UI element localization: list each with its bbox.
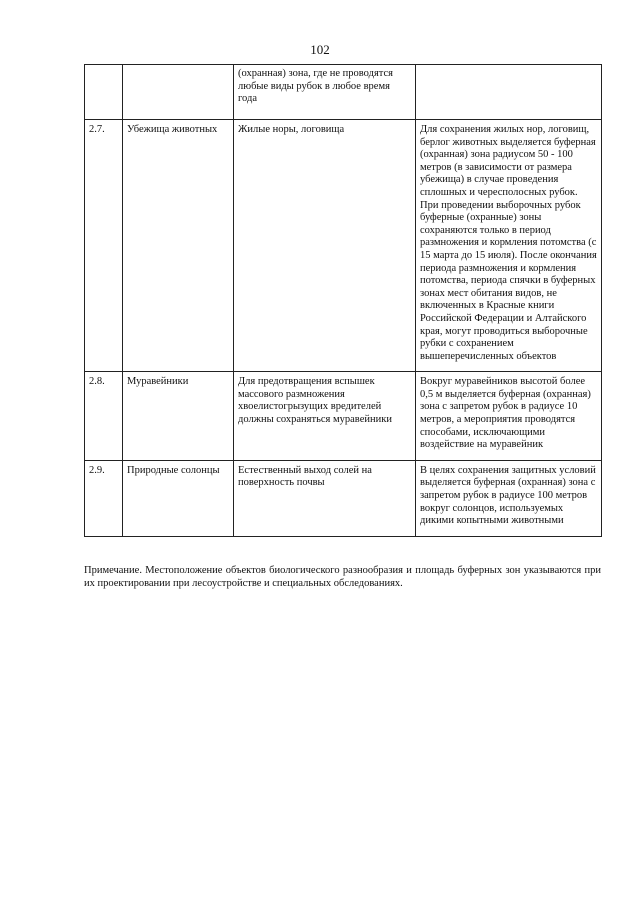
row-number-cell <box>85 65 123 120</box>
object-name-cell: Муравейники <box>123 372 234 461</box>
object-description-cell: Для предотвращения вспышек массового размножения хвоелистогрызущих вредителей должны сохраняться муравейники <box>234 372 416 461</box>
object-description-cell: Жилые норы, логовища <box>234 120 416 372</box>
protection-requirement-cell <box>416 65 602 120</box>
objects-table <box>84 64 602 537</box>
table-row <box>85 65 602 120</box>
table-row <box>85 460 602 536</box>
protection-requirement-cell: Вокруг муравейников высотой более 0,5 м выделяется буферная (охранная) зона с запретом рубок в радиусе 10 метров, а мероприятия проводятся способами, исключающими воздействие на муравейник <box>416 372 602 461</box>
page-number: 102 <box>310 42 330 57</box>
table-row <box>85 372 602 461</box>
object-description-cell: (охранная) зона, где не проводятся любые виды рубок в любое время года <box>234 65 416 120</box>
row-number-cell: 2.8. <box>85 372 123 461</box>
protection-requirement-cell: Для сохранения жилых нор, логовищ, берлог животных выделяется буферная (охранная) зона радиусом 50 - 100 метров (в зависимости от размера убежища) в случае проведения сплошных и чересполосных рубок. При проведении выборочных рубок буферные (охранные) зоны сохраняются только в период размножения и кормления потомства (с 15 марта до 15 июля). После окончания периода размножения и кормления потомства, периода спячки в буферных зонах мест обитания видов, не включенных в Красные книги Российской Федерации и Алтайского края, могут проводиться выборочные рубки с сохранением вышеперечисленных объектов <box>416 120 602 372</box>
protection-requirement-cell: В целях сохранения защитных условий выделяется буферная (охранная) зона с запретом рубок в радиусе 100 метров вокруг солонцов, используемых дикими копытными животными <box>416 460 602 536</box>
row-number-cell: 2.9. <box>85 460 123 536</box>
object-description-cell: Естественный выход солей на поверхность почвы <box>234 460 416 536</box>
object-name-cell: Природные солонцы <box>123 460 234 536</box>
object-name-cell: Убежища животных <box>123 120 234 372</box>
object-name-cell <box>123 65 234 120</box>
row-number-cell: 2.7. <box>85 120 123 372</box>
table-row <box>85 120 602 372</box>
table-note: Примечание. Местоположение объектов биологического разнообразия и площадь буферных зон указываются при их проектировании при лесоустройстве и специальных обследованиях. <box>84 565 601 589</box>
